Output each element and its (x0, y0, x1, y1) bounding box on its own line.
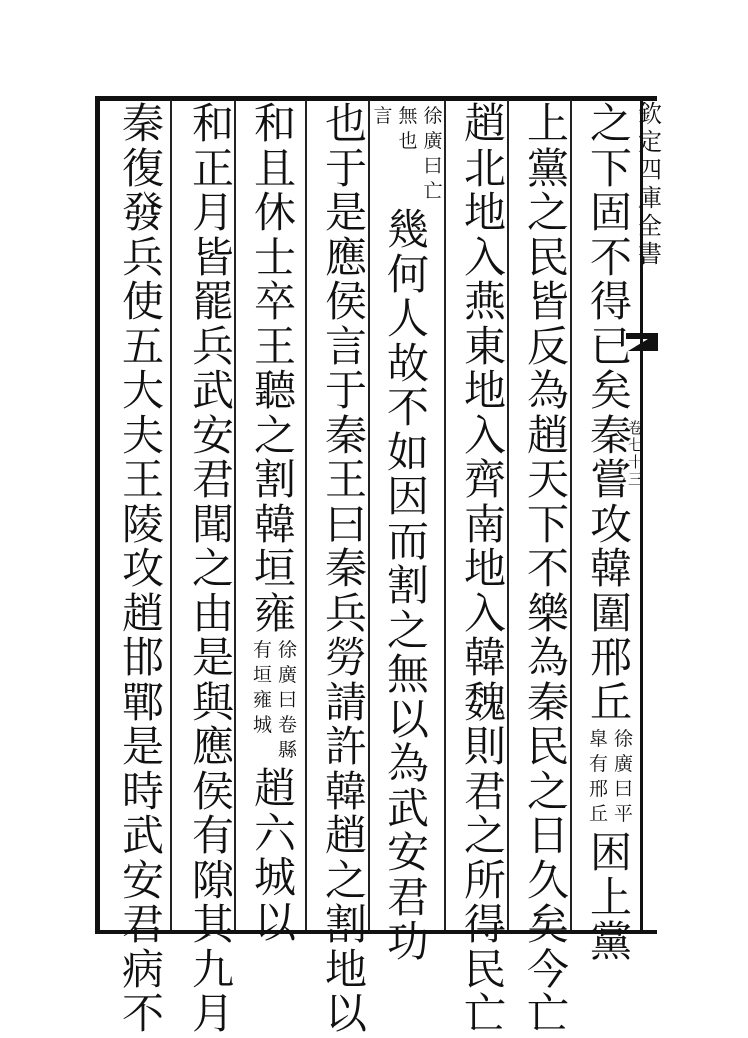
character: 割 (253, 455, 296, 504)
character: 為 (526, 633, 569, 682)
character: 安 (386, 828, 429, 877)
margin-title-char: 庫 (638, 184, 662, 212)
character: 所 (463, 855, 506, 905)
character: 嘗 (589, 455, 632, 504)
margin-title-char: 書 (638, 240, 662, 268)
character: 侯 (191, 766, 234, 816)
column-rule (507, 100, 509, 930)
character: 王 (121, 455, 164, 504)
annotation-line: 徐 廣 曰 平 (614, 728, 634, 825)
character: 不 (589, 232, 632, 282)
character: 攻 (121, 544, 164, 593)
character: 韓 (253, 499, 296, 549)
character: 和 (253, 99, 296, 148)
character: 武 (121, 811, 164, 860)
character: 聞 (191, 499, 234, 549)
margin-title-char: 欽 (638, 100, 662, 128)
character: 而 (386, 516, 429, 566)
character: 地 (463, 544, 506, 593)
character: 得 (463, 900, 506, 949)
character: 為 (386, 739, 429, 788)
character: 韓 (324, 766, 367, 816)
character: 之 (526, 188, 569, 237)
character: 王 (253, 321, 296, 371)
character: 反 (526, 321, 569, 371)
character: 由 (191, 588, 234, 638)
character: 王 (324, 455, 367, 504)
character: 黨 (526, 143, 569, 193)
character: 月 (191, 188, 234, 237)
character: 兵 (324, 588, 367, 638)
character: 割 (386, 561, 429, 610)
character: 罷 (191, 277, 234, 326)
character: 武 (386, 783, 429, 833)
character: 之 (191, 544, 234, 593)
character: 秦 (324, 410, 367, 460)
character: 亡 (526, 989, 569, 1038)
juan-char: 十 (628, 453, 644, 471)
column-rule (305, 100, 307, 930)
text-column (373, 102, 443, 966)
character: 入 (463, 410, 506, 460)
character: 幾 (386, 205, 429, 254)
character: 則 (463, 722, 506, 771)
character: 安 (191, 410, 234, 460)
margin-title (638, 100, 662, 268)
character: 鄲 (121, 677, 164, 727)
character: 君 (463, 766, 506, 816)
character: 君 (191, 455, 234, 504)
character: 趙 (526, 410, 569, 460)
character: 以 (253, 897, 296, 947)
character: 君 (386, 872, 429, 922)
text-column (247, 99, 303, 947)
character: 東 (463, 321, 506, 371)
character: 圍 (589, 588, 632, 638)
character: 以 (386, 694, 429, 744)
character: 之 (253, 410, 296, 460)
character: 日 (526, 811, 569, 860)
character: 之 (589, 99, 632, 148)
annotation-line: 有 垣 雍 城 (252, 639, 272, 736)
character: 發 (121, 188, 164, 237)
column-rule (444, 100, 446, 930)
character: 侯 (324, 277, 367, 326)
annotation-line: 徐 廣 曰 卷 縣 (278, 639, 298, 761)
character: 北 (463, 143, 506, 193)
character: 隙 (191, 855, 234, 905)
character: 雍 (253, 588, 296, 638)
character: 趙 (463, 99, 506, 148)
character: 黨 (589, 917, 632, 966)
annotation (373, 104, 442, 204)
character: 以 (324, 989, 367, 1038)
character: 之 (463, 811, 506, 860)
juan-char: 三 (628, 470, 644, 488)
character: 民 (463, 944, 506, 994)
character: 燕 (463, 277, 506, 326)
margin-title-char: 定 (638, 128, 662, 156)
column-rule (570, 100, 572, 930)
character: 其 (191, 900, 234, 949)
character: 人 (386, 294, 429, 343)
character: 大 (121, 366, 164, 415)
character: 是 (121, 722, 164, 771)
character: 皆 (526, 277, 569, 326)
character: 地 (463, 366, 506, 415)
character: 于 (324, 143, 367, 193)
character: 為 (526, 366, 569, 415)
character: 趙 (324, 811, 367, 860)
character: 因 (386, 472, 429, 521)
character: 天 (526, 455, 569, 504)
character: 邯 (121, 633, 164, 682)
annotation-line: 言 (373, 105, 393, 127)
character: 言 (324, 321, 367, 371)
character: 今 (526, 944, 569, 994)
character: 如 (386, 427, 429, 477)
character: 韓 (463, 633, 506, 682)
character: 趙 (253, 764, 296, 813)
character: 也 (324, 99, 367, 148)
character: 有 (191, 811, 234, 860)
juan-char: 卷 (628, 419, 644, 437)
character: 安 (121, 855, 164, 905)
character: 不 (526, 544, 569, 593)
character: 君 (121, 900, 164, 949)
character: 且 (253, 143, 296, 193)
character: 秦 (526, 677, 569, 727)
character: 城 (253, 853, 296, 902)
character: 不 (386, 383, 429, 432)
character: 九 (191, 944, 234, 994)
character: 丘 (589, 677, 632, 727)
margin-title-char: 四 (638, 156, 662, 184)
character: 皆 (191, 232, 234, 282)
annotation (253, 638, 297, 763)
character: 六 (253, 808, 296, 858)
character: 無 (386, 650, 429, 699)
annotation-line: 徐 廣 曰 亡 (423, 105, 443, 202)
character: 功 (386, 917, 429, 966)
character: 兵 (191, 321, 234, 371)
character: 秦 (324, 544, 367, 593)
character: 曰 (324, 499, 367, 549)
character: 正 (191, 143, 234, 193)
character: 上 (589, 872, 632, 922)
character: 月 (191, 989, 234, 1038)
character: 民 (526, 232, 569, 282)
character: 和 (191, 99, 234, 148)
character: 已 (589, 321, 632, 371)
character: 下 (526, 499, 569, 549)
character: 應 (191, 722, 234, 771)
character: 五 (121, 321, 164, 371)
character: 久 (526, 855, 569, 905)
character: 是 (191, 633, 234, 682)
character: 不 (121, 989, 164, 1038)
character: 入 (463, 232, 506, 282)
character: 得 (589, 277, 632, 326)
text-column (115, 99, 171, 1038)
character: 地 (324, 944, 367, 994)
column-rule (234, 100, 236, 930)
character: 休 (253, 188, 296, 237)
character: 于 (324, 366, 367, 415)
character: 復 (121, 143, 164, 193)
character: 之 (324, 855, 367, 905)
character: 入 (463, 588, 506, 638)
character: 齊 (463, 455, 506, 504)
character: 民 (526, 722, 569, 771)
character: 士 (253, 232, 296, 282)
character: 秦 (121, 99, 164, 148)
character: 地 (463, 188, 506, 237)
character: 夫 (121, 410, 164, 460)
character: 矣 (526, 900, 569, 949)
character: 勞 (324, 633, 367, 682)
character: 是 (324, 188, 367, 237)
annotation-line: 無 也 (398, 105, 418, 152)
character: 故 (386, 338, 429, 388)
character: 樂 (526, 588, 569, 638)
character: 亡 (463, 989, 506, 1038)
character: 韓 (589, 544, 632, 593)
text-column (318, 99, 374, 1038)
character: 下 (589, 143, 632, 193)
character: 魏 (463, 677, 506, 727)
annotation (589, 727, 633, 827)
text-column (520, 99, 576, 1038)
character: 何 (386, 249, 429, 299)
character: 使 (121, 277, 164, 326)
character: 陵 (121, 499, 164, 549)
character: 時 (121, 766, 164, 816)
character: 之 (386, 605, 429, 655)
character: 武 (191, 366, 234, 415)
character: 秦 (589, 410, 632, 460)
character: 趙 (121, 588, 164, 638)
column-rule (170, 100, 172, 930)
character: 南 (463, 499, 506, 549)
character: 困 (589, 828, 632, 877)
column-rule (368, 100, 370, 930)
character: 卒 (253, 277, 296, 326)
character: 固 (589, 188, 632, 237)
character: 與 (191, 677, 234, 727)
text-column (457, 99, 513, 1038)
character: 聽 (253, 366, 296, 415)
text-column (185, 99, 241, 1038)
character: 許 (324, 722, 367, 771)
character: 應 (324, 232, 367, 282)
character: 矣 (589, 366, 632, 415)
margin-title-char: 全 (638, 212, 662, 240)
character: 上 (526, 99, 569, 148)
annotation-line: 皐 有 邢 丘 (588, 728, 608, 825)
character: 病 (121, 944, 164, 994)
character: 割 (324, 900, 367, 949)
juan-char: 七 (628, 436, 644, 454)
character: 兵 (121, 232, 164, 282)
character: 之 (526, 766, 569, 816)
character: 請 (324, 677, 367, 727)
character: 邢 (589, 633, 632, 682)
character: 垣 (253, 544, 296, 593)
character: 攻 (589, 499, 632, 549)
text-column (583, 99, 639, 966)
